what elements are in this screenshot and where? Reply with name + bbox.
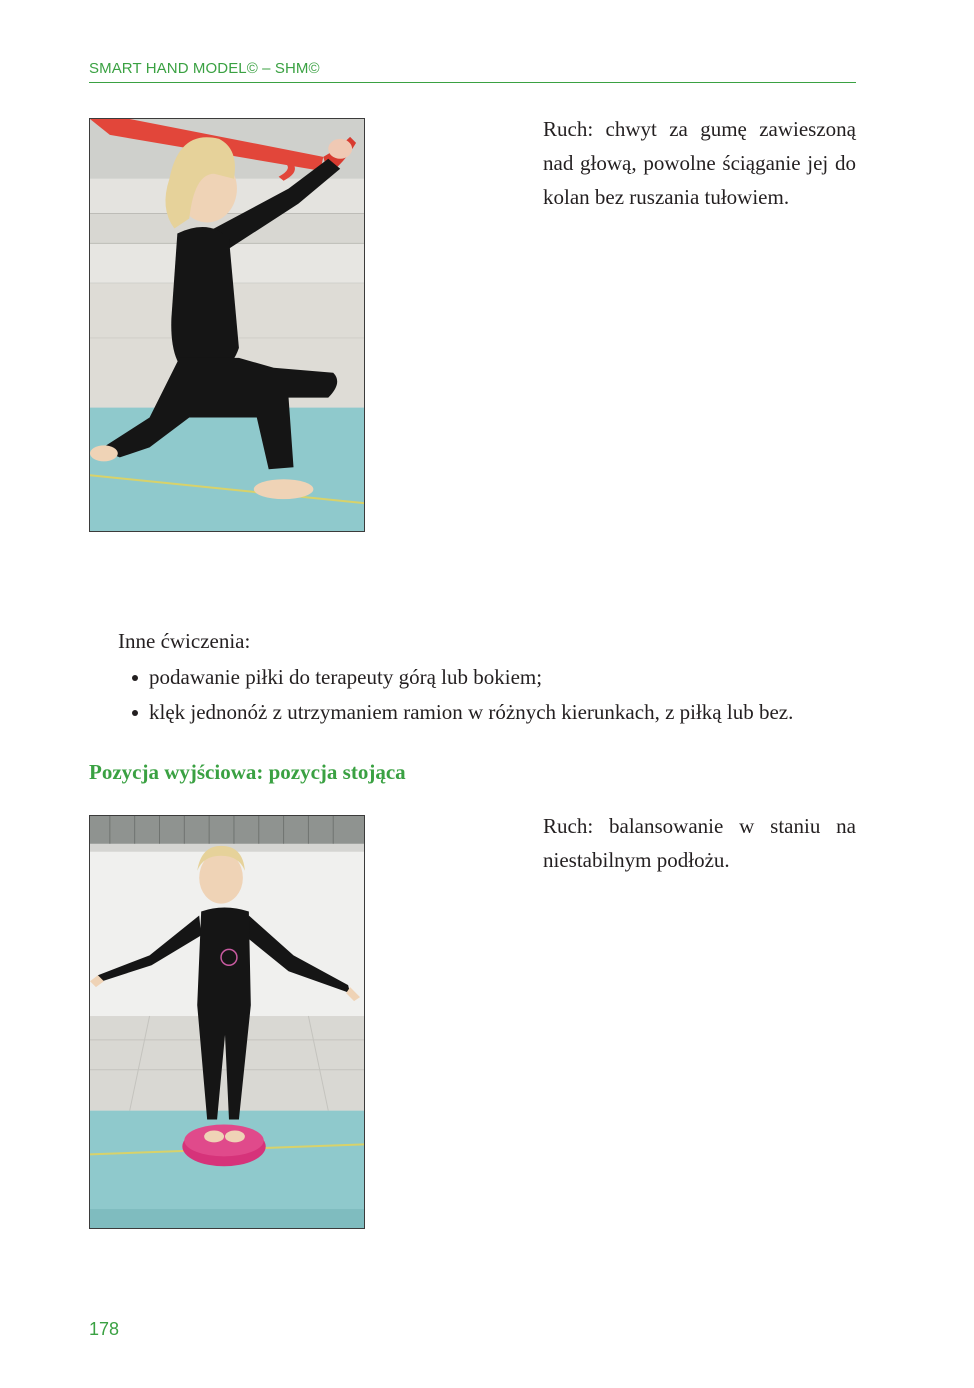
list-item bbox=[130, 695, 793, 730]
list-item-text: podawanie piłki do terapeuty górą lub bokiem; bbox=[149, 665, 543, 689]
header-rule bbox=[89, 82, 856, 83]
other-exercises-list bbox=[130, 660, 793, 730]
list-item-text: klęk jednonóż z utrzymaniem ramion w różnych kierunkach, z piłką lub bez. bbox=[149, 700, 794, 724]
bullet-icon bbox=[132, 675, 138, 681]
photo-balance-cushion-exercise bbox=[89, 815, 365, 1229]
list-item bbox=[130, 660, 793, 695]
running-head: SMART HAND MODEL© – SHM© bbox=[89, 60, 320, 77]
section-heading: Pozycja wyjściowa: pozycja stojąca bbox=[89, 760, 406, 784]
bullet-icon bbox=[132, 710, 138, 716]
exercise2-description: Ruch: balansowanie w staniu na niestabilnym podłożu. bbox=[543, 814, 856, 872]
exercise1-description: Ruch: chwyt za gumę zawieszoną nad głową, powolne ściąganie jej do kolan bez ruszania tułowiem. bbox=[543, 117, 856, 209]
photo-kneeling-band-exercise bbox=[89, 118, 365, 532]
other-exercises-title: Inne ćwiczenia: bbox=[118, 629, 251, 653]
page-number: 178 bbox=[89, 1319, 120, 1339]
